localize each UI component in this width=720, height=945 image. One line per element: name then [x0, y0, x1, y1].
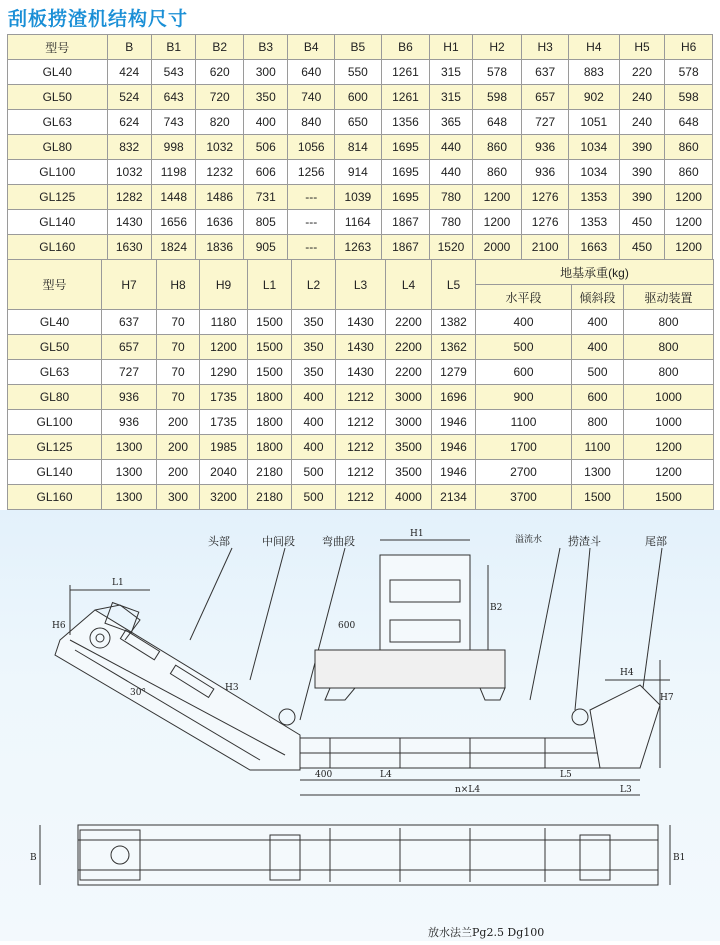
dim-l1: L1: [112, 578, 124, 588]
table2-cell: 3000: [386, 385, 432, 410]
table2-cell: 400: [292, 410, 336, 435]
table2-cell: 350: [292, 310, 336, 335]
dim-l3: L3: [620, 785, 632, 795]
table1-cell: 506: [244, 135, 288, 160]
table1-row: [8, 60, 713, 85]
table2-cell: 1300: [102, 435, 157, 460]
table1-row: [8, 235, 713, 260]
label-head: 头部: [208, 535, 230, 548]
label-water-tank: 溢流水: [515, 535, 543, 545]
dimension-table-2: [7, 259, 714, 510]
table1-cell: 1200: [665, 185, 713, 210]
table2-cell: 1800: [248, 385, 292, 410]
table2-cell: 1430: [336, 310, 386, 335]
table2-cell: 2180: [248, 460, 292, 485]
table1-cell: 860: [665, 135, 713, 160]
table1-header-cell: B5: [335, 35, 382, 60]
table1-cell: 1353: [568, 210, 619, 235]
dimension-table-1: [7, 34, 713, 260]
table2-cell: 1000: [624, 385, 714, 410]
dim-h1: H1: [410, 529, 424, 539]
table1-cell: 1663: [568, 235, 619, 260]
table2-cell: 2700: [476, 460, 572, 485]
table2-cell: 400: [476, 310, 572, 335]
table1-cell: 315: [430, 85, 472, 110]
table1-cell: 240: [619, 110, 665, 135]
table1-cell: 1200: [472, 185, 522, 210]
table1-cell: 1032: [196, 135, 244, 160]
table1-cell: 598: [472, 85, 522, 110]
table1-cell: 2100: [522, 235, 569, 260]
table1-row: [8, 185, 713, 210]
label-tail: 尾部: [645, 535, 667, 548]
table1-header-cell: B3: [244, 35, 288, 60]
table2-cell: 936: [102, 410, 157, 435]
table1-cell: 820: [196, 110, 244, 135]
table1-cell: 902: [568, 85, 619, 110]
label-slag-bucket: 捞渣斗: [568, 535, 601, 548]
table1-cell: 598: [665, 85, 713, 110]
table1-cell: 640: [288, 60, 335, 85]
table1-header-cell: H6: [665, 35, 713, 60]
table1-cell: GL125: [8, 185, 108, 210]
table2-cell: 1200: [624, 435, 714, 460]
table1-cell: 390: [619, 185, 665, 210]
table2-row: [8, 485, 714, 510]
table2-subheader-cell: 水平段: [476, 285, 572, 310]
table1-cell: 240: [619, 85, 665, 110]
table2-cell: 1946: [432, 460, 476, 485]
table1-header-cell: B4: [288, 35, 335, 60]
table1-cell: 400: [244, 110, 288, 135]
table1-cell: 1200: [472, 210, 522, 235]
table2-header-cell: 型号: [8, 260, 102, 310]
table1-cell: 1356: [381, 110, 430, 135]
table1-cell: 936: [522, 160, 569, 185]
table1-cell: 914: [335, 160, 382, 185]
table1-cell: GL63: [8, 110, 108, 135]
table2-cell: 500: [572, 360, 624, 385]
table1-row: [8, 85, 713, 110]
table1-cell: 1198: [151, 160, 195, 185]
table2-cell: 1000: [624, 410, 714, 435]
table2-subheader-cell: 倾斜段: [572, 285, 624, 310]
table1-cell: 1824: [151, 235, 195, 260]
dim-b2: B2: [490, 603, 503, 613]
table1-cell: 1261: [381, 85, 430, 110]
table1-cell: 1232: [196, 160, 244, 185]
table1-cell: 637: [522, 60, 569, 85]
table1-header-cell: H5: [619, 35, 665, 60]
table1-cell: 624: [107, 110, 151, 135]
table2-cell: 1300: [572, 460, 624, 485]
table2-cell: 1500: [248, 310, 292, 335]
table2-cell: 3700: [476, 485, 572, 510]
table2-cell: 2134: [432, 485, 476, 510]
table2-cell: 1430: [336, 360, 386, 385]
table2-cell: 1200: [200, 335, 248, 360]
table1-cell: 905: [244, 235, 288, 260]
table2-header-cell: L2: [292, 260, 336, 310]
table1-cell: 720: [196, 85, 244, 110]
table1-header-cell: B: [107, 35, 151, 60]
table2-cell: GL140: [8, 460, 102, 485]
table1-header-cell: H3: [522, 35, 569, 60]
table1-row: [8, 210, 713, 235]
table2-cell: 1279: [432, 360, 476, 385]
table2-cell: 200: [157, 410, 200, 435]
table2-cell: 1382: [432, 310, 476, 335]
table2-cell: 600: [572, 385, 624, 410]
table2-row: [8, 310, 714, 335]
table2-cell: 1290: [200, 360, 248, 385]
table2-cell: 70: [157, 385, 200, 410]
table2-cell: 400: [572, 335, 624, 360]
table2-cell: 800: [572, 410, 624, 435]
table1-cell: 350: [244, 85, 288, 110]
table2-cell: 1200: [624, 460, 714, 485]
table2-cell: 600: [476, 360, 572, 385]
table2-cell: 2200: [386, 335, 432, 360]
table1-row: [8, 160, 713, 185]
table2-cell: 350: [292, 335, 336, 360]
table1-cell: 600: [335, 85, 382, 110]
table1-cell: 648: [665, 110, 713, 135]
table1-cell: 860: [665, 160, 713, 185]
label-bend: 弯曲段: [322, 535, 355, 548]
table1-cell: ---: [288, 210, 335, 235]
table1-cell: 657: [522, 85, 569, 110]
table2-cell: GL63: [8, 360, 102, 385]
table2-cell: 1946: [432, 435, 476, 460]
table1-cell: 440: [430, 160, 472, 185]
table1-cell: 740: [288, 85, 335, 110]
table2-cell: 500: [292, 485, 336, 510]
dim-600: 600: [338, 621, 356, 631]
table1-cell: 1836: [196, 235, 244, 260]
table1-header-cell: B2: [196, 35, 244, 60]
table2-cell: 1212: [336, 435, 386, 460]
table1-cell: 883: [568, 60, 619, 85]
plan-view: [30, 825, 685, 885]
table2-row: [8, 410, 714, 435]
table2-cell: GL40: [8, 310, 102, 335]
table2-cell: 70: [157, 310, 200, 335]
dim-l4: L4: [380, 770, 392, 780]
table2-cell: 500: [292, 460, 336, 485]
table1-cell: 620: [196, 60, 244, 85]
dim-nl4: n×L4: [455, 785, 481, 795]
table2-cell: 657: [102, 335, 157, 360]
dim-h7: H7: [660, 693, 674, 703]
table1-cell: 578: [472, 60, 522, 85]
table2-cell: 1430: [336, 335, 386, 360]
table2-cell: 400: [292, 385, 336, 410]
table1-cell: 390: [619, 160, 665, 185]
table1-cell: 1051: [568, 110, 619, 135]
table1-cell: 805: [244, 210, 288, 235]
table1-cell: GL50: [8, 85, 108, 110]
table2-row: [8, 460, 714, 485]
table2-cell: 300: [157, 485, 200, 510]
table1-cell: 450: [619, 210, 665, 235]
table2-cell: 1362: [432, 335, 476, 360]
dim-h3: H3: [225, 683, 239, 693]
table1-cell: 731: [244, 185, 288, 210]
table1-cell: 643: [151, 85, 195, 110]
table1-row: [8, 135, 713, 160]
label-middle: 中间段: [262, 535, 295, 548]
table2-cell: 200: [157, 435, 200, 460]
dim-h4: H4: [620, 668, 634, 678]
table1-cell: 1656: [151, 210, 195, 235]
dim-b: B: [30, 853, 37, 863]
table2-cell: 2200: [386, 310, 432, 335]
table2-group-header: 地基承重(kg): [476, 260, 714, 285]
drawing-svg: [0, 510, 720, 941]
table2-cell: 350: [292, 360, 336, 385]
table2-header-cell: H8: [157, 260, 200, 310]
table1-cell: 780: [430, 185, 472, 210]
table1-cell: 2000: [472, 235, 522, 260]
table1-cell: 1056: [288, 135, 335, 160]
table2-cell: 400: [292, 435, 336, 460]
table2-cell: 1500: [248, 360, 292, 385]
table2-cell: 1300: [102, 460, 157, 485]
table1-cell: 1034: [568, 160, 619, 185]
table2-cell: 900: [476, 385, 572, 410]
table1-header-row: [8, 35, 713, 60]
table2-cell: 800: [624, 335, 714, 360]
table1-cell: 1630: [107, 235, 151, 260]
table1-cell: 390: [619, 135, 665, 160]
table1-cell: 578: [665, 60, 713, 85]
table1-cell: 1636: [196, 210, 244, 235]
table1-cell: 780: [430, 210, 472, 235]
table1-cell: GL40: [8, 60, 108, 85]
table2-header-cell: H9: [200, 260, 248, 310]
table2-header-cell: L3: [336, 260, 386, 310]
table1-cell: 1263: [335, 235, 382, 260]
dim-b1: B1: [673, 853, 686, 863]
table1-cell: 1034: [568, 135, 619, 160]
table1-cell: GL140: [8, 210, 108, 235]
table1-cell: 1164: [335, 210, 382, 235]
table1-cell: 1520: [430, 235, 472, 260]
inclined-conveyor: [52, 578, 300, 770]
table1-cell: ---: [288, 185, 335, 210]
table1-cell: 1276: [522, 185, 569, 210]
table2-cell: 1212: [336, 410, 386, 435]
table2-cell: 1946: [432, 410, 476, 435]
structure-drawing: [0, 510, 720, 941]
table2-cell: 1100: [572, 435, 624, 460]
table2-cell: 1212: [336, 385, 386, 410]
table1-cell: 860: [472, 160, 522, 185]
table2-cell: 1300: [102, 485, 157, 510]
table1-header-cell: 型号: [8, 35, 108, 60]
table2-cell: GL50: [8, 335, 102, 360]
table1-cell: 1200: [665, 235, 713, 260]
table2-cell: 727: [102, 360, 157, 385]
table2-cell: 1800: [248, 435, 292, 460]
table1-cell: 220: [619, 60, 665, 85]
table2-cell: 3200: [200, 485, 248, 510]
table1-cell: 648: [472, 110, 522, 135]
table1-cell: 1200: [665, 210, 713, 235]
table1-cell: ---: [288, 235, 335, 260]
table1-header-cell: B6: [381, 35, 430, 60]
dim-400: 400: [315, 770, 333, 780]
table2-header-cell: L4: [386, 260, 432, 310]
table1-cell: 550: [335, 60, 382, 85]
table1-cell: 998: [151, 135, 195, 160]
table2-cell: 2200: [386, 360, 432, 385]
table1-cell: 743: [151, 110, 195, 135]
table2-cell: 2040: [200, 460, 248, 485]
table2-row: [8, 435, 714, 460]
table1-cell: 1867: [381, 235, 430, 260]
table2-cell: 200: [157, 460, 200, 485]
table2-cell: 1800: [248, 410, 292, 435]
table1-cell: 543: [151, 60, 195, 85]
table1-header-cell: B1: [151, 35, 195, 60]
table1-cell: 1261: [381, 60, 430, 85]
table2-cell: 1735: [200, 385, 248, 410]
table2-cell: 1700: [476, 435, 572, 460]
table1-cell: 1039: [335, 185, 382, 210]
table1-cell: 1276: [522, 210, 569, 235]
table2-cell: 1212: [336, 485, 386, 510]
label-flange: 放水法兰Pg2.5 Dg100: [428, 926, 545, 939]
table1-cell: 424: [107, 60, 151, 85]
table2-cell: 800: [624, 310, 714, 335]
table2-cell: 3000: [386, 410, 432, 435]
table1-cell: 1695: [381, 160, 430, 185]
table2-header-row: [8, 260, 714, 285]
table2-cell: 1212: [336, 460, 386, 485]
table1-cell: 1256: [288, 160, 335, 185]
table1-cell: 1695: [381, 135, 430, 160]
table1-cell: 832: [107, 135, 151, 160]
table2-cell: GL125: [8, 435, 102, 460]
table2-header-cell: L5: [432, 260, 476, 310]
table1-cell: 1282: [107, 185, 151, 210]
table2-cell: 1100: [476, 410, 572, 435]
table2-cell: GL160: [8, 485, 102, 510]
table2-header-cell: L1: [248, 260, 292, 310]
table2-cell: 3500: [386, 435, 432, 460]
table2-cell: 1696: [432, 385, 476, 410]
table1-cell: GL80: [8, 135, 108, 160]
table2-cell: 4000: [386, 485, 432, 510]
table1-cell: 650: [335, 110, 382, 135]
table2-cell: 1500: [248, 335, 292, 360]
table1-cell: 936: [522, 135, 569, 160]
table1-cell: 1032: [107, 160, 151, 185]
page-title: 刮板捞渣机结构尺寸: [8, 8, 189, 30]
table2-cell: 3500: [386, 460, 432, 485]
table1-cell: 606: [244, 160, 288, 185]
table1-cell: 1353: [568, 185, 619, 210]
table2-row: [8, 360, 714, 385]
table2-cell: GL100: [8, 410, 102, 435]
table2-header-cell: H7: [102, 260, 157, 310]
table2-cell: 1735: [200, 410, 248, 435]
table1-cell: GL100: [8, 160, 108, 185]
dim-l5: L5: [560, 770, 572, 780]
table2-cell: 1180: [200, 310, 248, 335]
table2-cell: 500: [476, 335, 572, 360]
table1-header-cell: H2: [472, 35, 522, 60]
table2-cell: 1500: [572, 485, 624, 510]
table2-cell: 2180: [248, 485, 292, 510]
table1-cell: 840: [288, 110, 335, 135]
table1-cell: 300: [244, 60, 288, 85]
table1-cell: 440: [430, 135, 472, 160]
table2-row: [8, 335, 714, 360]
table1-cell: 1430: [107, 210, 151, 235]
dim-angle: 30°: [130, 688, 146, 698]
table1-header-cell: H1: [430, 35, 472, 60]
table2-cell: 936: [102, 385, 157, 410]
table1-cell: 814: [335, 135, 382, 160]
dim-h6: H6: [52, 621, 66, 631]
table2-cell: 800: [624, 360, 714, 385]
table1-cell: 1486: [196, 185, 244, 210]
table2-cell: 1985: [200, 435, 248, 460]
table1-cell: 860: [472, 135, 522, 160]
horizontal-conveyor: [279, 709, 640, 795]
table1-cell: 727: [522, 110, 569, 135]
table2-cell: 70: [157, 360, 200, 385]
table1-cell: 365: [430, 110, 472, 135]
table1-cell: 1695: [381, 185, 430, 210]
table2-cell: 70: [157, 335, 200, 360]
table1-cell: 1867: [381, 210, 430, 235]
table2-cell: 1500: [624, 485, 714, 510]
tail-section: [590, 660, 674, 768]
table1-cell: 450: [619, 235, 665, 260]
table2-subheader-cell: 驱动装置: [624, 285, 714, 310]
table2-cell: GL80: [8, 385, 102, 410]
table1-cell: 315: [430, 60, 472, 85]
table2-cell: 637: [102, 310, 157, 335]
table1-header-cell: H4: [568, 35, 619, 60]
table1-cell: GL160: [8, 235, 108, 260]
table1-cell: 524: [107, 85, 151, 110]
table2-row: [8, 385, 714, 410]
table1-cell: 1448: [151, 185, 195, 210]
table1-row: [8, 110, 713, 135]
table2-cell: 400: [572, 310, 624, 335]
